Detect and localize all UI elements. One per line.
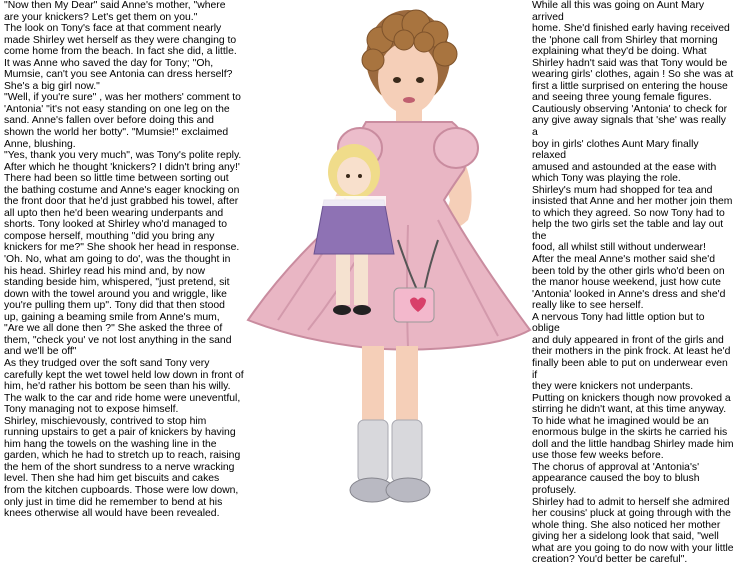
paragraph: Shirley, mischievously, contrived to stop him running upstairs to get a pair of knickers by having him hang the towels on the washing line in the garden, which he had to stretch up to reach, raising the hem of the short sundress to a nerve wracking level. Then she had him get biscuits and cakes from the kitchen cupboards. Those were low down, only just in time did he remember to bend at his knees otherwise all would have been revealed. [4,415,241,520]
right-shoe [386,478,430,502]
paragraph: Shirley had to admit to herself she admired her cousins' pluck at going through with the whole thing. She also noticed her mother giving her a sidelong look that said, "well what are you going to do now with your little creation? You'd better be careful". [532,496,734,566]
paragraph: Putting on knickers though now provoked a stirring he didn't want, at this time anyway. To hide what he imagined would be an enormous bulge in the skirts he carried his doll and the little handbag Shirley made him use those few weeks before. [532,392,734,462]
paragraph: While all this was going on Aunt Mary arrived home. She'd finished early having received the 'phone call from Shirley that morning explaining what they'd be doing. What Shirley hadn't said was that Tony would be wearing girls' clothes, again ! So she was at first a little surprised on entering the house and seeing three young female figures. Cautiously observing 'Antonia' to check for any give away signals that 'she' was really a boy in girls' clothes Aunt Mary finally relaxed amused and astounded at the ease with which Tony was playing the role. [532,0,734,185]
face [378,42,438,114]
paragraph: "Yes, thank you very much", was Tony's polite reply. After which he thought 'knickers? I didn't bring any!' There had been so little time between sorting out the bathing costume and Anne's eager knocking on the front door that he'd just grabbed his towel, after all upto then he'd been wearing underpants and shorts. Tony looked at Shirley who'd managed to compose herself, mouthing "did you bring any knickers for me?" She shook her head in response. 'Oh. No, what am going to do', was the thought in his head. Shirley read his mind and, by now standing beside him, whispered, "just pretend, sit down with the towel around you and wriggle, like you're pulling them up". Tony did that then stood up, gaining a beaming smile from Anne's mum, "Are we all done then ?" She asked the three of them, "check you' ve not lost anything in the sand and we'll be off" [4,150,242,358]
paragraph: As they trudged over the soft sand Tony very carefully kept the wet towel held low down in front of him, he'd rather his bottom be seen than his willy. The walk to the car and ride home were uneventful, Tony managing not to expose himself. [4,357,244,416]
paragraph: The chorus of approval at 'Antonia's' appearance caused the boy to blush profusely. [532,461,700,496]
paragraph: "Now then My Dear" said Anne's mother, "where are your knickers? Let's get them on you." [4,0,226,23]
paragraph: "Well, if you're sure" , was her mothers' comment to 'Antonia' "it's not easy standing on one leg on the sand. Anne's fallen over before doing this and shown the world her botty". "Mumsie!" exclaimed Anne, blushing. [4,92,241,150]
paragraph: After the meal Anne's mother said she'd been told by the other girls who'd been on the manor house weekend, just how cute 'Antonia' looked in Anne's dress and she'd really like to see herself. [532,254,726,312]
left-text-column [4,0,250,520]
right-sleeve [434,128,478,168]
girl-in-pink-dress-illustration [238,0,538,527]
paragraph: Shirley's mum had shopped for tea and insisted that Anne and her mother join them to which they agreed. So now Tony had to help the two girls set the table and lay out the food, all whilst still without underwear! [532,184,733,254]
paragraph: The look on Tony's face at that comment nearly made Shirley wet herself as they were changing to come home from the beach. In fact she did, a little. It was Anne who saved the day for Tony; "Oh, Mumsie, can't you see Antonia can dress herself? She's a big girl now." [4,23,237,92]
paragraph: A nervous Tony had little option but to oblige and duly appeared in front of the girls and their mothers in the pink frock. At least he'd finally been able to put on underwear even if they were knickers not underpants. [532,311,731,393]
left-sock [358,420,388,482]
right-text-column [532,0,734,566]
right-sock [392,420,422,482]
